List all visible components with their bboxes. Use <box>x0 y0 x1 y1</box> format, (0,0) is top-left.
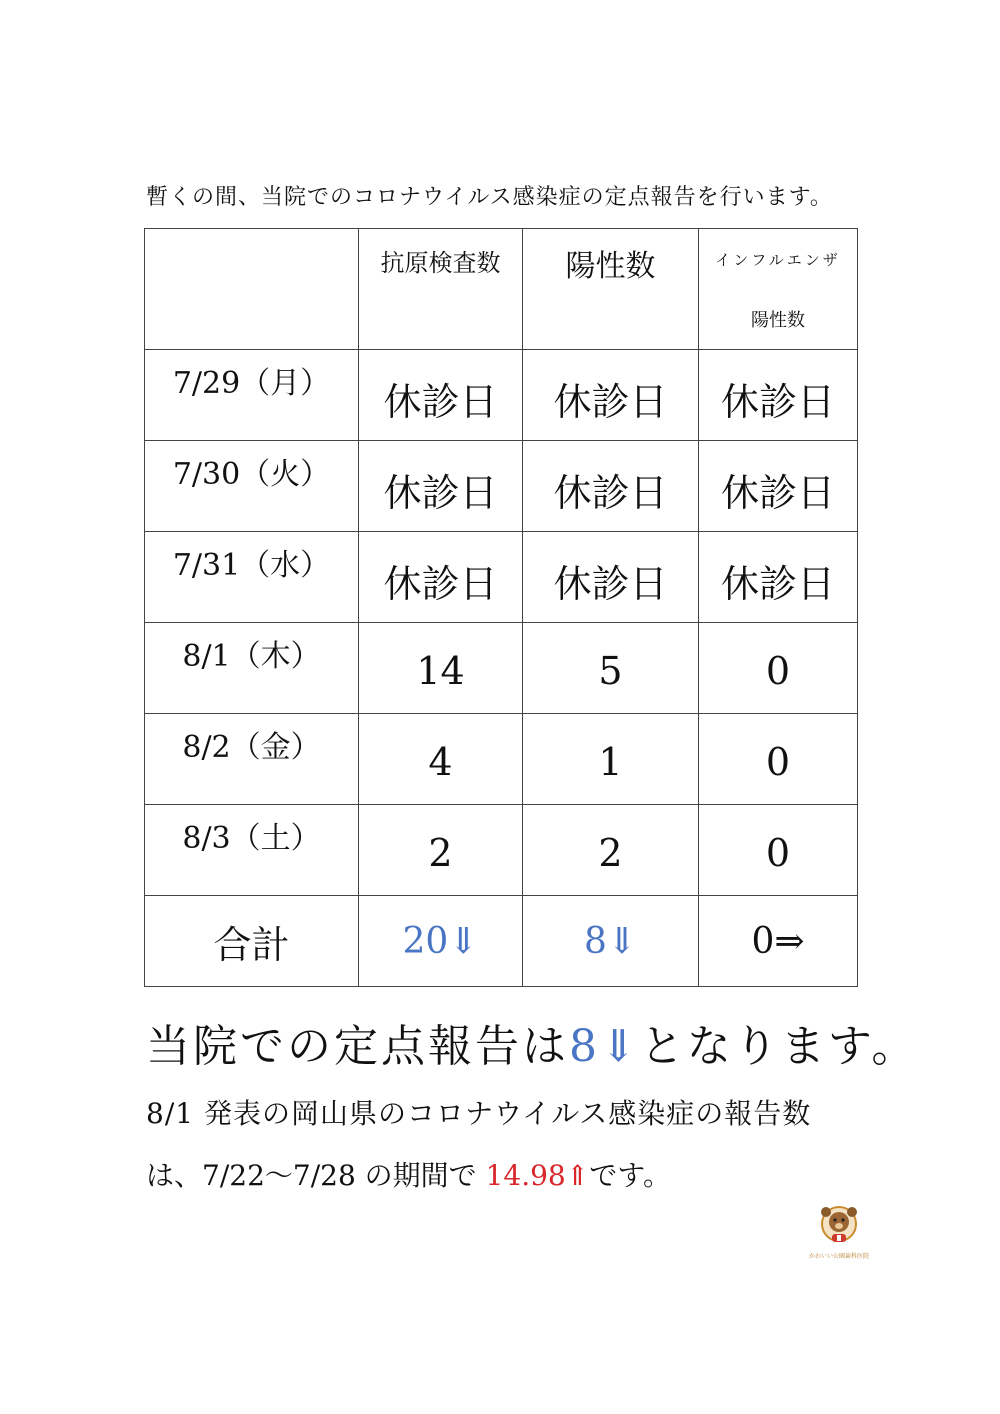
row-antigen: 2 <box>428 831 453 875</box>
row-positive-cell <box>523 350 699 441</box>
summary-text <box>146 1010 918 1074</box>
total-antigen: 20⇓ <box>402 920 479 962</box>
table-header-row <box>145 229 858 350</box>
note-line2-prefix: は、7/22～7/28 の期間で <box>146 1159 477 1192</box>
bear-mascot-icon <box>808 1204 870 1250</box>
row-flu-cell <box>699 532 858 623</box>
row-antigen-cell <box>359 623 523 714</box>
row-date-cell <box>145 714 359 805</box>
row-antigen: 休診日 <box>383 561 498 606</box>
total-positive-cell <box>523 896 699 987</box>
report-table <box>144 228 858 987</box>
row-positive: 休診日 <box>553 379 668 424</box>
table-row <box>145 623 858 714</box>
row-positive: 休診日 <box>553 470 668 515</box>
row-date: 8/2（金） <box>182 730 321 765</box>
row-positive-cell <box>523 805 699 896</box>
row-positive-cell <box>523 623 699 714</box>
row-flu-cell <box>699 441 858 532</box>
row-antigen: 4 <box>428 740 453 784</box>
row-date: 7/30（火） <box>172 457 331 492</box>
header-positive <box>523 229 699 350</box>
summary-prefix: 当院での定点報告は <box>146 1021 569 1072</box>
row-flu-cell <box>699 623 858 714</box>
summary-suffix: となります。 <box>639 1021 919 1072</box>
row-antigen-cell <box>359 532 523 623</box>
table-row <box>145 532 858 623</box>
row-flu: 休診日 <box>720 561 835 606</box>
clinic-logo <box>808 1204 870 1260</box>
row-flu: 休診日 <box>720 379 835 424</box>
row-flu-cell <box>699 350 858 441</box>
header-flu <box>699 229 858 350</box>
prefecture-note-line2 <box>146 1154 866 1194</box>
total-antigen-cell <box>359 896 523 987</box>
total-flu: 0⇒ <box>751 920 805 962</box>
total-positive: 8⇓ <box>583 920 638 962</box>
prefecture-note-line1: 8/1 発表の岡山県のコロナウイルス感染症の報告数 <box>146 1097 812 1130</box>
header-antigen <box>359 229 523 350</box>
total-row <box>145 896 858 987</box>
row-positive: 1 <box>598 740 623 784</box>
row-date-cell <box>145 532 359 623</box>
row-antigen-cell <box>359 441 523 532</box>
total-flu-cell <box>699 896 858 987</box>
row-date-cell <box>145 805 359 896</box>
summary-value: 8⇓ <box>569 1021 640 1072</box>
row-positive: 2 <box>598 831 623 875</box>
row-positive: 休診日 <box>553 561 668 606</box>
row-date: 7/31（水） <box>172 548 331 583</box>
row-positive: 5 <box>598 649 623 693</box>
header-flu-label-line2: 陽性数 <box>751 310 805 331</box>
row-flu: 休診日 <box>720 470 835 515</box>
row-date-cell <box>145 623 359 714</box>
row-date: 7/29（月） <box>172 366 331 401</box>
row-antigen-cell <box>359 350 523 441</box>
row-antigen: 休診日 <box>383 379 498 424</box>
header-empty-cell <box>145 229 359 350</box>
table-row <box>145 805 858 896</box>
header-antigen-label: 抗原検査数 <box>380 249 501 277</box>
row-positive-cell <box>523 441 699 532</box>
row-antigen-cell <box>359 714 523 805</box>
total-label: 合計 <box>213 922 290 967</box>
row-antigen: 休診日 <box>383 470 498 515</box>
row-date: 8/3（土） <box>182 821 321 856</box>
note-line2-suffix: です。 <box>589 1159 671 1192</box>
header-positive-label: 陽性数 <box>565 249 656 284</box>
row-date-cell <box>145 441 359 532</box>
table-row <box>145 441 858 532</box>
row-date-cell <box>145 350 359 441</box>
row-flu: 0 <box>765 649 791 693</box>
table-row <box>145 350 858 441</box>
header-flu-label-line1: インフルエンザ <box>715 251 841 269</box>
note-value: 14.98⇑ <box>485 1159 590 1192</box>
row-antigen-cell <box>359 805 523 896</box>
row-flu: 0 <box>765 740 791 784</box>
row-flu: 0 <box>765 831 791 875</box>
logo-caption: かわいい公園歯科医院 <box>808 1253 869 1260</box>
row-date: 8/1（木） <box>182 639 321 674</box>
row-antigen: 14 <box>416 649 465 693</box>
intro-text: 暫くの間、当院でのコロナウイルス感染症の定点報告を行います。 <box>146 185 833 210</box>
row-positive-cell <box>523 532 699 623</box>
table-row <box>145 714 858 805</box>
row-flu-cell <box>699 805 858 896</box>
row-flu-cell <box>699 714 858 805</box>
total-label-cell <box>145 896 359 987</box>
row-positive-cell <box>523 714 699 805</box>
